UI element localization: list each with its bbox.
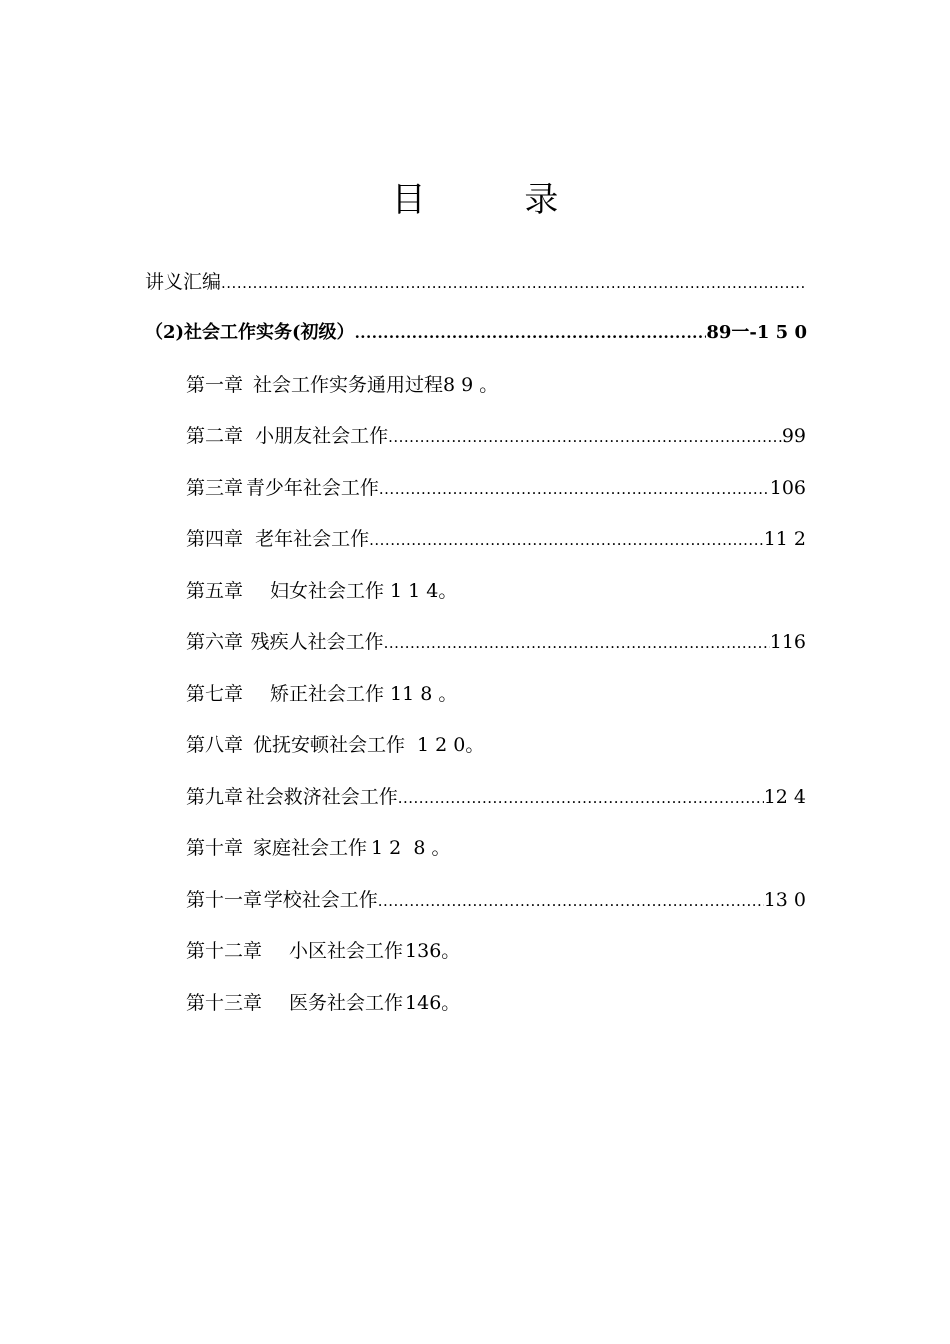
chapter-page: 11 2 [763,528,806,550]
chapter-title: 家庭社会工作 [253,837,368,859]
chapter-title: 优抚安顿社会工作 [253,734,406,756]
toc-chapter-3[interactable] [186,473,806,503]
chapter-title: 社会救济社会工作 [245,786,398,808]
chapter-title: 医务社会工作 [289,992,404,1014]
toc-chapter-4[interactable] [186,524,806,554]
chapter-number: 第八章 [186,734,244,756]
chapter-page: 11 8 。 [390,683,458,705]
chapter-title: 学校社会工作 [263,889,378,911]
dot-leader [378,886,764,915]
toc-chapter-1[interactable] [186,370,806,400]
dot-leader [369,525,764,554]
chapter-number: 第三章 [186,477,244,499]
chapter-number: 第五章 [186,580,244,602]
toc-chapter-11[interactable] [186,885,806,915]
dot-leader [398,783,764,812]
dot-leader [379,474,770,503]
chapter-page: 99 [781,425,806,447]
dot-leader [221,268,805,297]
chapter-page: 1 2 0。 [417,734,485,756]
chapter-page: 106 [769,477,806,499]
chapter-number: 第十二章 [186,940,263,962]
chapter-title: 小区社会工作 [289,940,404,962]
toc-chapter-9[interactable] [186,782,806,812]
chapter-number: 第十一章 [186,889,263,911]
toc-chapter-10[interactable] [186,833,806,863]
chapter-number: 第六章 [186,631,244,653]
page-title: 目 录 [391,180,603,220]
chapter-title: 矫正社会工作 [270,683,385,705]
chapter-title: 小朋友社会工作 [255,425,389,447]
toc-chapter-8[interactable] [186,730,806,760]
toc-chapter-2[interactable] [186,421,806,451]
dot-leader [355,318,707,348]
chapter-title: 青少年社会工作 [245,477,379,499]
chapter-title: 社会工作实务通用过程 [253,374,444,396]
toc-section-page: 89一-1 5 0 [706,322,807,343]
chapter-page: 116 [769,631,806,653]
toc-chapter-7[interactable] [186,679,806,709]
toc-section-social-work-practice[interactable] [145,318,807,348]
chapter-page: 136。 [405,940,461,962]
toc-section-label: （2)社会工作实务(初级） [145,322,355,343]
toc-chapter-13[interactable] [186,988,806,1018]
toc-entry-lecture-compilation[interactable] [145,267,805,297]
chapter-page: 12 4 [763,786,806,808]
chapter-number: 第十三章 [186,992,263,1014]
chapter-number: 第一章 [186,374,244,396]
chapter-page: 146。 [405,992,461,1014]
dot-leader [388,422,782,451]
chapter-number: 第十章 [186,837,244,859]
chapter-number: 第七章 [186,683,244,705]
chapter-number: 第九章 [186,786,244,808]
chapter-title: 残疾人社会工作 [250,631,384,653]
toc-chapter-6[interactable] [186,627,806,657]
chapter-title: 老年社会工作 [255,528,370,550]
toc-chapter-5[interactable] [186,576,806,606]
chapter-number: 第二章 [186,425,244,447]
dot-leader [384,628,770,657]
toc-entry-label: 讲义汇编 [145,271,222,293]
chapter-page: 1 2 8 。 [371,837,451,859]
toc-chapter-12[interactable] [186,936,806,966]
chapter-page: 13 0 [763,889,806,911]
chapter-number: 第四章 [186,528,244,550]
chapter-page: 8 9 。 [443,374,499,396]
chapter-page: 1 1 4。 [390,580,458,602]
chapter-title: 妇女社会工作 [270,580,385,602]
